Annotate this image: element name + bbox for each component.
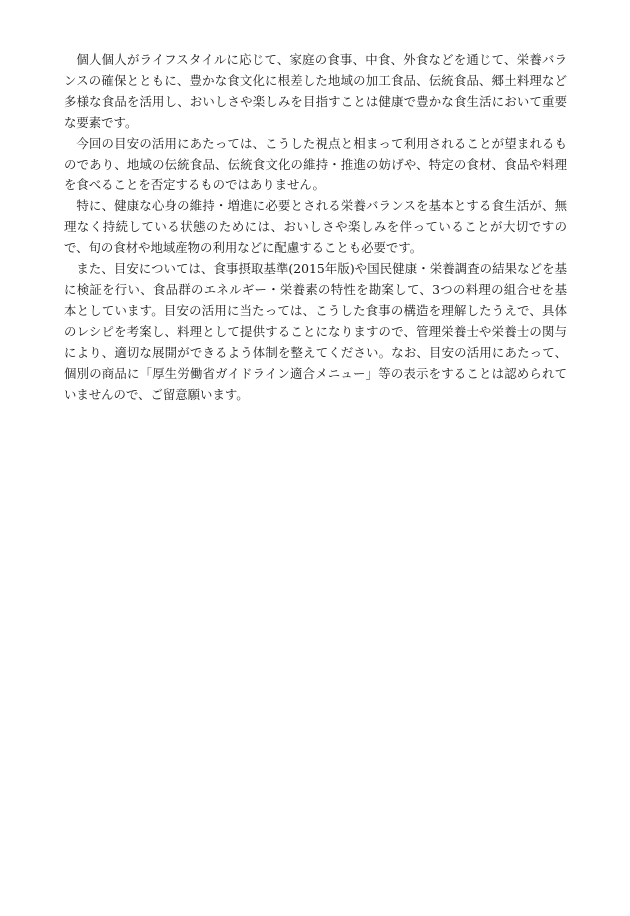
body-text: [64, 50, 567, 405]
paragraph-4: また、目安については、食事摂取基準(2015年版)や国民健康・栄養調査の結果などを基に検証を行い、食品群のエネルギー・栄養素の特性を勘案して、3つの料理の組合せを基本としています。目安の活用に当たっては、こうした食事の構造を理解したうえで、具体のレシピを考案し、料理として提供することになりますので、管理栄養士や栄養士の関与により、適切な展開ができるよう体制を整えてください。なお、目安の活用にあたって、個別の商品に「厚生労働省ガイドライン適合メニュー」等の表示をすることは認められていませんので、ご留意願います。: [64, 261, 567, 402]
paragraph-2: 今回の目安の活用にあたっては、こうした視点と相まって利用されることが望まれるものであり、地域の伝統食品、伝統食文化の維持・推進の妨げや、特定の食材、食品や料理を食べることを否定するものではありません。: [64, 135, 567, 193]
paragraph-1: 個人個人がライフスタイルに応じて、家庭の食事、中食、外食などを通じて、栄養バランスの確保とともに、豊かな食文化に根差した地域の加工食品、伝統食品、郷土料理など多様な食品を活用し、おいしさや楽しみを目指すことは健康で豊かな食生活において重要な要素です。: [64, 52, 567, 130]
paragraph-3: 特に、健康な心身の維持・増進に必要とされる栄養バランスを基本とする食生活が、無理なく持続している状態のためには、おいしさや楽しみを伴っていることが大切ですので、旬の食材や地域産物の利用などに配慮することも必要です。: [64, 198, 567, 256]
